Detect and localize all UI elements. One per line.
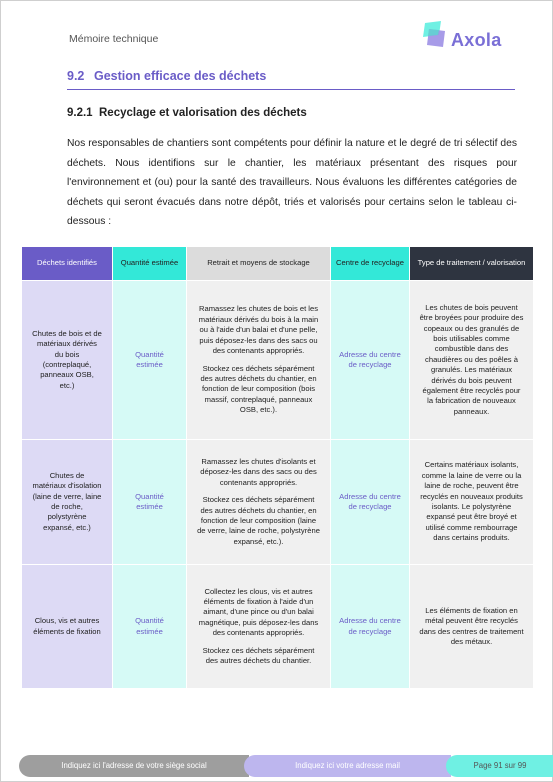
cell-treatment: Les éléments de fixation en métal peuvent être recyclés dans des centres de traitement des métaux.	[410, 565, 534, 689]
header-storage: Retrait et moyens de stockage	[187, 247, 331, 281]
cell-waste: Clous, vis et autres éléments de fixation	[22, 565, 113, 689]
header-title: Mémoire technique	[69, 33, 159, 45]
storage-step: Collectez les clous, vis et autres éléments de fixation à l'aide d'un aimant, d'une pince ou d'un balai magnétique, puis déposez-les dans des contenants appropriés.	[198, 586, 319, 638]
intro-paragraph: Nos responsables de chantiers sont compétents pour définir la nature et le degré de tri sélectif des déchets. Nous identifions sur le chantier, les matériaux présentant des risques pour l'environnement et (ou) pour la santé des travailleurs. Nous évaluons les différentes catégories de déchets qui seront évacués dans notre dépôt, triés et valorisés pour certains selon le tableau ci- dessous :	[67, 138, 517, 227]
cell-quantity: Quantité estimée	[113, 565, 187, 689]
footer-page-number: Page 91 sur 99	[446, 755, 553, 777]
table-row	[22, 565, 534, 689]
header-quantity: Quantité estimée	[113, 247, 187, 281]
subsection-heading	[67, 107, 307, 119]
company-logo	[417, 19, 517, 55]
cell-storage	[187, 565, 331, 689]
storage-step: Stockez ces déchets séparément des autres déchets du chantier.	[202, 645, 315, 666]
cell-center: Adresse du centre de recyclage	[331, 565, 410, 689]
header-treatment: Type de traitement / valorisation	[410, 247, 534, 281]
header-center: Centre de recyclage	[331, 247, 410, 281]
cell-storage	[187, 440, 331, 565]
subsection-number: 9.2.1	[67, 107, 93, 119]
cell-treatment: Certains matériaux isolants, comme la laine de verre ou la laine de roche, peuvent être recyclés en nouveaux produits isolants. Le polystyrène expansé peut être broyé et utilisé comme rembourrage dans certains produits.	[410, 440, 534, 565]
storage-step: Ramassez les chutes de bois et les matériaux dérivés du bois à la main ou à l'aide d'un balai et d'une pelle, puis déposez-les dans des sacs ou des contenants appropriés.	[198, 304, 319, 356]
storage-step: Stockez ces déchets séparément des autres déchets du chantier, en fonction de leur composition (laine de verre, laine de roche, polystyrène expansé, etc.).	[197, 495, 320, 546]
table-header-row	[22, 247, 534, 281]
cell-center: Adresse du centre de recyclage	[331, 440, 410, 565]
axola-logo-icon	[419, 21, 447, 51]
storage-step: Stockez ces déchets séparément des autres déchets du chantier, en fonction de leur composition (bois massif, contreplaqué, panneaux OSB, etc.).	[200, 363, 317, 415]
cell-center: Adresse du centre de recyclage	[331, 281, 410, 440]
cell-storage	[187, 281, 331, 440]
section-title: Gestion efficace des déchets	[94, 69, 267, 83]
table-row	[22, 281, 534, 440]
cell-treatment: Les chutes de bois peuvent être broyées pour produire des copeaux ou des granulés de bois utilisables comme combustible dans des chaudières ou des poêles à granulés. Les matériaux dérivés du bois peuvent également être recyclés pour la fabrication de nouveaux panneaux.	[410, 281, 534, 440]
table-row	[22, 440, 534, 565]
subsection-title: Recyclage et valorisation des déchets	[99, 107, 307, 119]
storage-step: Ramassez les chutes d'isolants et déposez-les dans des sacs ou des contenants appropriés.	[200, 456, 317, 487]
waste-table	[21, 246, 534, 689]
section-heading	[67, 69, 515, 90]
cell-waste: Chutes de bois et de matériaux dérivés du bois (contreplaqué, panneaux OSB, etc.)	[22, 281, 113, 440]
header-waste: Déchets identifiés	[22, 247, 113, 281]
footer-address: Indiquez ici l'adresse de votre siège social	[19, 755, 249, 777]
logo-text: Axola	[451, 30, 502, 50]
section-number: 9.2	[67, 69, 85, 83]
cell-waste: Chutes de matériaux d'isolation (laine de verre, laine de roche, polystyrène expansé, etc.)	[22, 440, 113, 565]
footer-email: Indiquez ici votre adresse mail	[244, 755, 451, 777]
cell-quantity: Quantité estimée	[113, 281, 187, 440]
cell-quantity: Quantité estimée	[113, 440, 187, 565]
